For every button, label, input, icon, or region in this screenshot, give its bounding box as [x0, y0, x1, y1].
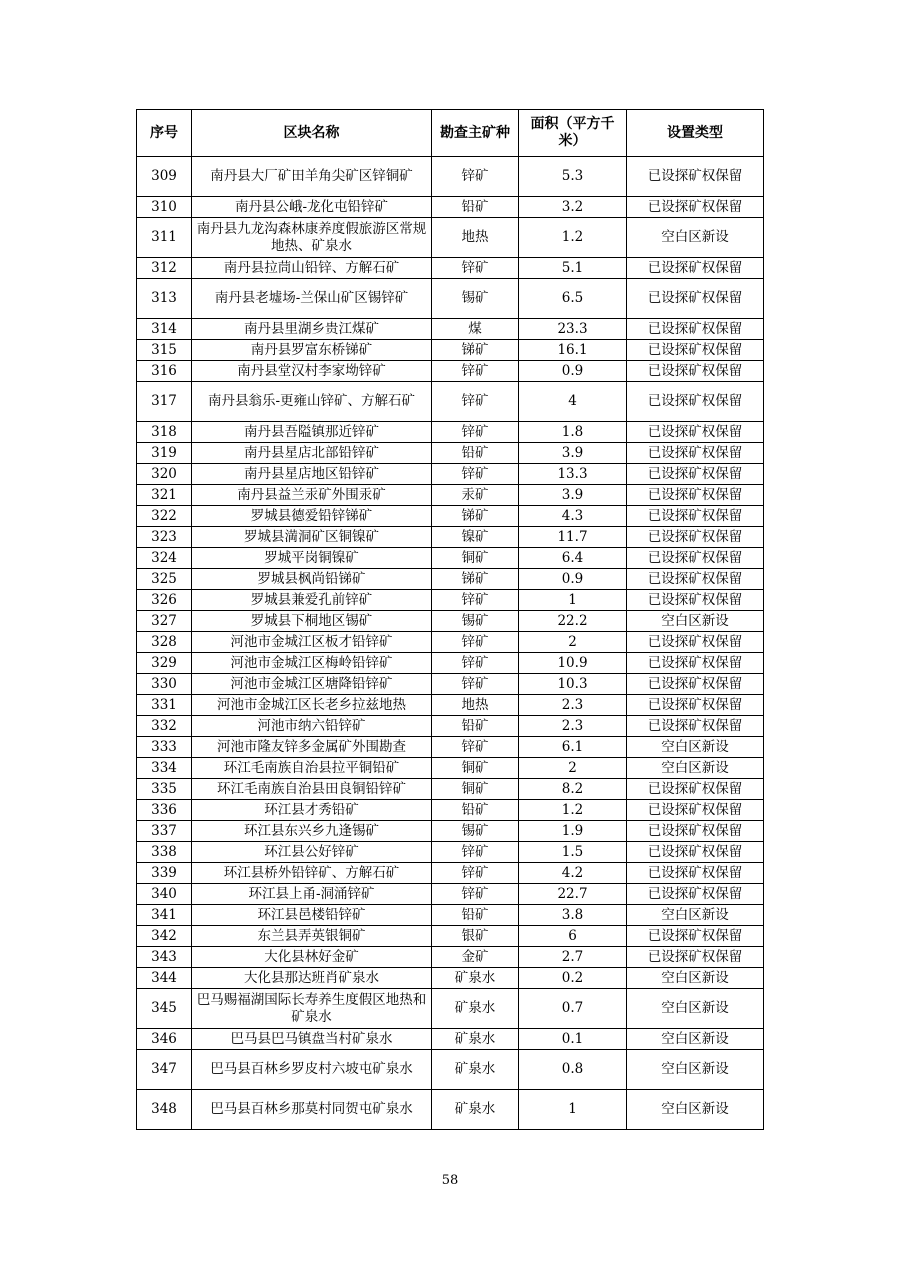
table-row	[137, 157, 764, 197]
cell-type: 空白区新设	[627, 758, 764, 779]
cell-type: 已设探矿权保留	[627, 319, 764, 340]
cell-area: 0.8	[519, 1050, 627, 1090]
cell-type: 空白区新设	[627, 1090, 764, 1130]
cell-type: 已设探矿权保留	[627, 716, 764, 737]
cell-type: 已设探矿权保留	[627, 842, 764, 863]
header-type: 设置类型	[627, 110, 764, 157]
cell-name: 南丹县里湖乡贵江煤矿	[192, 319, 432, 340]
cell-name: 南丹县堂汉村李家坳锌矿	[192, 361, 432, 382]
cell-no: 317	[137, 382, 192, 422]
cell-no: 331	[137, 695, 192, 716]
cell-mineral: 铅矿	[432, 800, 519, 821]
cell-no: 343	[137, 947, 192, 968]
cell-type: 已设探矿权保留	[627, 632, 764, 653]
cell-no: 330	[137, 674, 192, 695]
cell-type: 已设探矿权保留	[627, 258, 764, 279]
cell-type: 空白区新设	[627, 611, 764, 632]
cell-type: 空白区新设	[627, 968, 764, 989]
cell-no: 322	[137, 506, 192, 527]
cell-mineral: 锌矿	[432, 632, 519, 653]
cell-no: 310	[137, 197, 192, 218]
cell-no: 327	[137, 611, 192, 632]
cell-type: 空白区新设	[627, 905, 764, 926]
cell-area: 1.5	[519, 842, 627, 863]
cell-mineral: 金矿	[432, 947, 519, 968]
table-row	[137, 382, 764, 422]
table-row	[137, 926, 764, 947]
cell-area: 6.4	[519, 548, 627, 569]
cell-name: 罗城平岗铜镍矿	[192, 548, 432, 569]
cell-mineral: 锌矿	[432, 884, 519, 905]
cell-name: 南丹县公峨-龙化屯铅锌矿	[192, 197, 432, 218]
table-row	[137, 758, 764, 779]
table-row	[137, 674, 764, 695]
cell-no: 311	[137, 218, 192, 258]
cell-area: 3.9	[519, 485, 627, 506]
cell-type: 已设探矿权保留	[627, 527, 764, 548]
cell-type: 已设探矿权保留	[627, 464, 764, 485]
cell-area: 4	[519, 382, 627, 422]
cell-name: 环江县才秀铅矿	[192, 800, 432, 821]
cell-mineral: 锡矿	[432, 611, 519, 632]
table-row	[137, 695, 764, 716]
cell-name: 巴马县百林乡那莫村同贺屯矿泉水	[192, 1090, 432, 1130]
cell-name: 环江县公好锌矿	[192, 842, 432, 863]
table-row	[137, 989, 764, 1029]
table-row	[137, 800, 764, 821]
cell-no: 321	[137, 485, 192, 506]
cell-type: 已设探矿权保留	[627, 197, 764, 218]
table-row	[137, 1029, 764, 1050]
cell-area: 4.3	[519, 506, 627, 527]
cell-area: 1	[519, 590, 627, 611]
cell-no: 309	[137, 157, 192, 197]
cell-type: 已设探矿权保留	[627, 674, 764, 695]
cell-type: 空白区新设	[627, 989, 764, 1029]
cell-no: 326	[137, 590, 192, 611]
cell-no: 342	[137, 926, 192, 947]
cell-name: 南丹县吾隘镇那近锌矿	[192, 422, 432, 443]
cell-area: 10.3	[519, 674, 627, 695]
cell-area: 6.1	[519, 737, 627, 758]
cell-mineral: 锌矿	[432, 258, 519, 279]
cell-no: 339	[137, 863, 192, 884]
table-row	[137, 590, 764, 611]
cell-no: 318	[137, 422, 192, 443]
cell-mineral: 锡矿	[432, 279, 519, 319]
cell-no: 332	[137, 716, 192, 737]
cell-type: 空白区新设	[627, 1050, 764, 1090]
cell-name: 南丹县益兰汞矿外围汞矿	[192, 485, 432, 506]
cell-type: 已设探矿权保留	[627, 279, 764, 319]
cell-name: 南丹县九龙沟森林康养度假旅游区常规地热、矿泉水	[192, 218, 432, 258]
cell-type: 已设探矿权保留	[627, 695, 764, 716]
cell-area: 10.9	[519, 653, 627, 674]
cell-no: 341	[137, 905, 192, 926]
cell-mineral: 铅矿	[432, 197, 519, 218]
cell-type: 空白区新设	[627, 218, 764, 258]
cell-type: 已设探矿权保留	[627, 361, 764, 382]
header-no: 序号	[137, 110, 192, 157]
cell-name: 南丹县星店地区铅锌矿	[192, 464, 432, 485]
cell-name: 罗城县満洞矿区铜镍矿	[192, 527, 432, 548]
cell-mineral: 矿泉水	[432, 968, 519, 989]
cell-name: 环江县东兴乡九逢锡矿	[192, 821, 432, 842]
cell-area: 22.7	[519, 884, 627, 905]
cell-no: 344	[137, 968, 192, 989]
cell-name: 大化县那达班肖矿泉水	[192, 968, 432, 989]
cell-name: 河池市金城江区塘降铅锌矿	[192, 674, 432, 695]
cell-name: 大化县林好金矿	[192, 947, 432, 968]
cell-mineral: 矿泉水	[432, 989, 519, 1029]
cell-name: 河池市金城江区梅岭铅锌矿	[192, 653, 432, 674]
cell-mineral: 锑矿	[432, 569, 519, 590]
table-row	[137, 611, 764, 632]
cell-type: 已设探矿权保留	[627, 382, 764, 422]
cell-name: 南丹县老墟场-兰保山矿区锡锌矿	[192, 279, 432, 319]
cell-name: 河池市金城江区板才铅锌矿	[192, 632, 432, 653]
table-row	[137, 443, 764, 464]
table-row	[137, 569, 764, 590]
table-row	[137, 340, 764, 361]
cell-mineral: 锌矿	[432, 590, 519, 611]
cell-area: 8.2	[519, 779, 627, 800]
table-row	[137, 842, 764, 863]
cell-area: 0.9	[519, 361, 627, 382]
cell-name: 南丹县拉茼山铅锌、方解石矿	[192, 258, 432, 279]
cell-mineral: 汞矿	[432, 485, 519, 506]
cell-name: 环江毛南族自治县田良铜铅锌矿	[192, 779, 432, 800]
cell-name: 河池市金城江区长老乡拉兹地热	[192, 695, 432, 716]
cell-name: 南丹县翁乐-更雍山锌矿、方解石矿	[192, 382, 432, 422]
table-row	[137, 779, 764, 800]
header-mineral: 勘查主矿种	[432, 110, 519, 157]
table-row	[137, 361, 764, 382]
cell-type: 已设探矿权保留	[627, 422, 764, 443]
table-row	[137, 197, 764, 218]
cell-type: 已设探矿权保留	[627, 947, 764, 968]
cell-area: 5.3	[519, 157, 627, 197]
cell-area: 5.1	[519, 258, 627, 279]
cell-area: 2.3	[519, 716, 627, 737]
cell-mineral: 矿泉水	[432, 1090, 519, 1130]
cell-name: 环江县邑楼铅锌矿	[192, 905, 432, 926]
cell-no: 320	[137, 464, 192, 485]
cell-area: 6	[519, 926, 627, 947]
cell-area: 2	[519, 632, 627, 653]
table-row	[137, 905, 764, 926]
cell-no: 340	[137, 884, 192, 905]
cell-mineral: 锑矿	[432, 340, 519, 361]
page-number: 58	[441, 1173, 459, 1188]
header-name: 区块名称	[192, 110, 432, 157]
cell-name: 环江毛南族自治县拉平铜铅矿	[192, 758, 432, 779]
cell-area: 3.2	[519, 197, 627, 218]
cell-name: 河池市隆友锌多金属矿外围勘查	[192, 737, 432, 758]
cell-mineral: 铅矿	[432, 905, 519, 926]
cell-no: 333	[137, 737, 192, 758]
cell-area: 2	[519, 758, 627, 779]
table-row	[137, 464, 764, 485]
table-row	[137, 737, 764, 758]
cell-mineral: 铜矿	[432, 758, 519, 779]
cell-type: 已设探矿权保留	[627, 548, 764, 569]
table-row	[137, 884, 764, 905]
cell-name: 罗城县下桐地区锡矿	[192, 611, 432, 632]
cell-area: 13.3	[519, 464, 627, 485]
cell-type: 已设探矿权保留	[627, 800, 764, 821]
table-row	[137, 863, 764, 884]
cell-mineral: 锌矿	[432, 737, 519, 758]
cell-name: 环江县上甬-洞涌锌矿	[192, 884, 432, 905]
cell-no: 324	[137, 548, 192, 569]
cell-name: 南丹县星店北部铅锌矿	[192, 443, 432, 464]
cell-name: 南丹县罗富东桥锑矿	[192, 340, 432, 361]
cell-name: 罗城县德爱铅锌锑矿	[192, 506, 432, 527]
cell-no: 345	[137, 989, 192, 1029]
cell-area: 0.2	[519, 968, 627, 989]
table-header-row	[137, 110, 764, 157]
table-row	[137, 506, 764, 527]
cell-mineral: 锑矿	[432, 506, 519, 527]
table-row	[137, 968, 764, 989]
cell-no: 316	[137, 361, 192, 382]
cell-type: 空白区新设	[627, 1029, 764, 1050]
cell-no: 319	[137, 443, 192, 464]
cell-area: 4.2	[519, 863, 627, 884]
cell-area: 22.2	[519, 611, 627, 632]
cell-mineral: 矿泉水	[432, 1029, 519, 1050]
cell-area: 1.8	[519, 422, 627, 443]
cell-no: 323	[137, 527, 192, 548]
cell-area: 6.5	[519, 279, 627, 319]
cell-name: 巴马县巴马镇盘当村矿泉水	[192, 1029, 432, 1050]
cell-no: 337	[137, 821, 192, 842]
table-row	[137, 947, 764, 968]
cell-mineral: 锡矿	[432, 821, 519, 842]
cell-mineral: 锌矿	[432, 842, 519, 863]
cell-mineral: 地热	[432, 218, 519, 258]
cell-area: 1.2	[519, 218, 627, 258]
cell-type: 空白区新设	[627, 737, 764, 758]
cell-mineral: 锌矿	[432, 653, 519, 674]
cell-mineral: 镍矿	[432, 527, 519, 548]
cell-area: 23.3	[519, 319, 627, 340]
table-row	[137, 1050, 764, 1090]
cell-area: 11.7	[519, 527, 627, 548]
cell-mineral: 铅矿	[432, 716, 519, 737]
header-area: 面积（平方千米）	[519, 110, 627, 157]
cell-name: 罗城县枫尚铅锑矿	[192, 569, 432, 590]
table-row	[137, 279, 764, 319]
table-row	[137, 218, 764, 258]
table-row	[137, 527, 764, 548]
cell-mineral: 矿泉水	[432, 1050, 519, 1090]
table-row	[137, 821, 764, 842]
cell-mineral: 铜矿	[432, 779, 519, 800]
table-row	[137, 422, 764, 443]
cell-name: 罗城县兼爱孔前锌矿	[192, 590, 432, 611]
cell-mineral: 银矿	[432, 926, 519, 947]
cell-type: 已设探矿权保留	[627, 569, 764, 590]
cell-mineral: 锌矿	[432, 157, 519, 197]
cell-mineral: 铜矿	[432, 548, 519, 569]
cell-type: 已设探矿权保留	[627, 779, 764, 800]
cell-no: 313	[137, 279, 192, 319]
cell-no: 325	[137, 569, 192, 590]
cell-mineral: 锌矿	[432, 464, 519, 485]
mining-block-table	[136, 109, 764, 1130]
cell-mineral: 锌矿	[432, 361, 519, 382]
table-row	[137, 485, 764, 506]
table-row	[137, 548, 764, 569]
cell-name: 巴马县百林乡罗皮村六坡屯矿泉水	[192, 1050, 432, 1090]
cell-mineral: 锌矿	[432, 863, 519, 884]
cell-type: 已设探矿权保留	[627, 821, 764, 842]
cell-no: 336	[137, 800, 192, 821]
cell-no: 346	[137, 1029, 192, 1050]
cell-area: 1.2	[519, 800, 627, 821]
cell-no: 315	[137, 340, 192, 361]
cell-type: 已设探矿权保留	[627, 590, 764, 611]
cell-name: 南丹县大厂矿田羊角尖矿区锌铜矿	[192, 157, 432, 197]
cell-no: 329	[137, 653, 192, 674]
cell-area: 1	[519, 1090, 627, 1130]
cell-type: 已设探矿权保留	[627, 884, 764, 905]
table-body	[137, 157, 764, 1130]
cell-area: 2.7	[519, 947, 627, 968]
cell-name: 环江县桥外铅锌矿、方解石矿	[192, 863, 432, 884]
table-row	[137, 319, 764, 340]
cell-no: 314	[137, 319, 192, 340]
cell-area: 3.9	[519, 443, 627, 464]
table-row	[137, 1090, 764, 1130]
cell-no: 338	[137, 842, 192, 863]
cell-name: 巴马赐福湖国际长寿养生度假区地热和矿泉水	[192, 989, 432, 1029]
cell-mineral: 铅矿	[432, 443, 519, 464]
cell-area: 0.7	[519, 989, 627, 1029]
cell-name: 河池市纳六铅锌矿	[192, 716, 432, 737]
cell-no: 334	[137, 758, 192, 779]
cell-mineral: 锌矿	[432, 674, 519, 695]
cell-type: 已设探矿权保留	[627, 340, 764, 361]
cell-type: 已设探矿权保留	[627, 485, 764, 506]
table-row	[137, 653, 764, 674]
table-row	[137, 632, 764, 653]
table-row	[137, 716, 764, 737]
cell-area: 16.1	[519, 340, 627, 361]
cell-area: 3.8	[519, 905, 627, 926]
cell-mineral: 锌矿	[432, 382, 519, 422]
cell-mineral: 煤	[432, 319, 519, 340]
cell-name: 东兰县弄英银铜矿	[192, 926, 432, 947]
cell-no: 312	[137, 258, 192, 279]
cell-area: 0.9	[519, 569, 627, 590]
table-row	[137, 258, 764, 279]
cell-mineral: 锌矿	[432, 422, 519, 443]
cell-type: 已设探矿权保留	[627, 653, 764, 674]
cell-type: 已设探矿权保留	[627, 506, 764, 527]
cell-type: 已设探矿权保留	[627, 157, 764, 197]
cell-type: 已设探矿权保留	[627, 443, 764, 464]
cell-area: 1.9	[519, 821, 627, 842]
cell-no: 348	[137, 1090, 192, 1130]
cell-type: 已设探矿权保留	[627, 926, 764, 947]
cell-type: 已设探矿权保留	[627, 863, 764, 884]
cell-no: 328	[137, 632, 192, 653]
cell-mineral: 地热	[432, 695, 519, 716]
cell-area: 0.1	[519, 1029, 627, 1050]
cell-no: 347	[137, 1050, 192, 1090]
cell-area: 2.3	[519, 695, 627, 716]
cell-no: 335	[137, 779, 192, 800]
